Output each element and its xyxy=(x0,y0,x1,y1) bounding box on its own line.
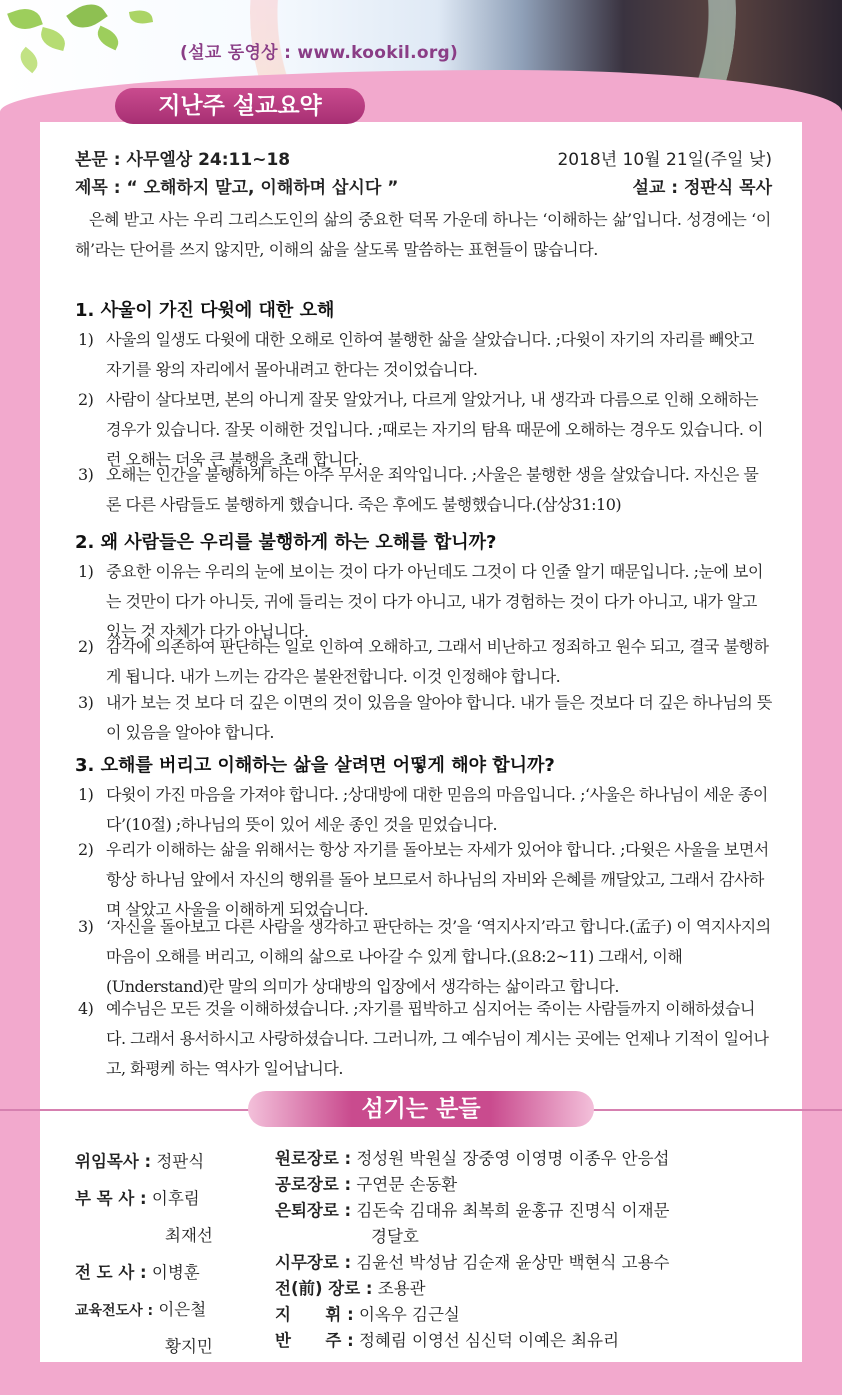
sermon-video-link[interactable]: (설교 동영상 : www.kookil.org) xyxy=(180,43,459,63)
server-row xyxy=(275,1197,670,1221)
server-name: 이병훈 xyxy=(151,1263,200,1282)
item-number: 1) xyxy=(78,562,94,581)
leaf-icon xyxy=(38,27,68,51)
section-title: 지난주 설교요약 xyxy=(115,88,365,124)
server-names: 정성원 박원실 장중영 이영명 이종우 안응섭 xyxy=(356,1149,670,1168)
item-number: 4) xyxy=(78,999,94,1018)
intro-paragraph: 은혜 받고 사는 우리 그리스도인의 삶의 중요한 덕목 가운데 하나는 ‘이해하는 삶’입니다. 성경에는 ‘이해’라는 단어를 쓰지 않지만, 이해의 삶을 살도록 말씀하는 표현들이 많습니다. xyxy=(75,210,771,259)
server-names: 정혜림 이영선 심신덕 이예은 최유리 xyxy=(358,1331,620,1350)
server-role xyxy=(75,1148,204,1172)
sermon-date: 2018년 10월 21일(주일 낮) xyxy=(557,150,772,170)
server-row xyxy=(275,1275,426,1299)
server-name: 이후림 xyxy=(151,1189,200,1208)
list-item xyxy=(78,325,773,385)
item-text: 내가 보는 것 보다 더 깊은 이면의 것이 있음을 알아야 합니다. 내가 들은 것보다 더 깊은 하나님의 뜻이 있음을 알아야 합니다. xyxy=(106,693,772,742)
list-item xyxy=(78,912,773,1002)
server-names: 김돈숙 김대유 최복희 윤홍규 진명식 이재문 xyxy=(356,1201,670,1220)
role-label: 교육전도사 : xyxy=(75,1303,154,1319)
server-row xyxy=(275,1301,460,1325)
section-heading: 2. 왜 사람들은 우리를 불행하게 하는 오해를 합니까? xyxy=(75,532,497,553)
item-text: 우리가 이해하는 삶을 위해서는 항상 자기를 돌아보는 자세가 있어야 합니다. ;다윗은 사울을 보면서 항상 하나님 앞에서 자신의 행위를 돌아 보므로서 하나님의 자비와 은혜를 깨달았고, 그래서 감사하며 살았고 사울을 이해하게 되었습니다. xyxy=(106,840,769,919)
server-name: 최재선 xyxy=(165,1226,213,1245)
scripture: 본문 : 사무엘상 24:11~18 xyxy=(75,150,291,170)
role-label: 시무장로 : xyxy=(275,1253,352,1272)
server-role xyxy=(75,1259,200,1283)
item-number: 3) xyxy=(78,693,94,712)
section-heading: 3. 오해를 버리고 이해하는 삶을 살려면 어떻게 해야 합니까? xyxy=(75,755,555,776)
item-number: 3) xyxy=(78,465,94,484)
server-names: 이옥우 김근실 xyxy=(358,1305,460,1324)
role-label: 원로장로 : xyxy=(275,1149,352,1168)
server-row xyxy=(275,1145,670,1169)
list-item xyxy=(78,632,773,692)
server-row xyxy=(275,1171,457,1195)
item-number: 2) xyxy=(78,840,94,859)
server-names: 조용관 xyxy=(377,1279,426,1298)
item-number: 3) xyxy=(78,917,94,936)
preacher: 설교 : 정판식 목사 xyxy=(632,178,772,198)
item-text: 사울의 일생도 다윗에 대한 오해로 인하여 불행한 삶을 살았습니다. ;다윗이 자기의 자리를 빼앗고 자기를 왕의 자리에서 몰아내려고 한다는 것이었습니다. xyxy=(106,330,754,379)
sermon-title: 제목 : “ 오해하지 말고, 이해하며 삽시다 ” xyxy=(75,178,399,198)
role-label: 부 목 사 : xyxy=(75,1189,147,1208)
list-item xyxy=(78,688,773,748)
item-number: 2) xyxy=(78,637,94,656)
role-label: 전(前) 장로 : xyxy=(275,1279,373,1298)
role-label: 전 도 사 : xyxy=(75,1263,147,1282)
item-text: 오해는 인간을 불행하게 하는 아주 무서운 죄악입니다. ;사울은 불행한 생을 살았습니다. 자신은 물론 다른 사람들도 불행하게 했습니다. 죽은 후에도 불행했습니다.(삼상31:10) xyxy=(106,465,759,514)
list-item xyxy=(78,460,773,520)
role-label: 은퇴장로 : xyxy=(275,1201,352,1220)
leaf-icon xyxy=(7,4,43,35)
item-text: 중요한 이유는 우리의 눈에 보이는 것이 다가 아닌데도 그것이 다 인줄 알기 때문입니다. ;눈에 보이는 것만이 다가 아니듯, 귀에 들리는 것이 다가 아니고, 내가 경험하는 것이 다가 아니고, 내가 알고 있는 것 자체가 다가 아닙니다. xyxy=(106,562,763,641)
role-label: 공로장로 : xyxy=(275,1175,352,1194)
list-item xyxy=(78,994,773,1084)
item-number: 2) xyxy=(78,390,94,409)
server-name: 정판식 xyxy=(156,1152,205,1171)
item-text: 다윗이 가진 마음을 가져야 합니다. ;상대방에 대한 믿음의 마음입니다. ;‘사울은 하나님이 세운 종이다’(10절) ;하나님의 뜻이 있어 세운 종인 것을 믿었습니다. xyxy=(106,785,768,834)
section-heading: 1. 사울이 가진 다윗에 대한 오해 xyxy=(75,300,335,321)
server-role xyxy=(75,1296,206,1320)
item-text: 감각에 의존하여 판단하는 일로 인하여 오해하고, 그래서 비난하고 정죄하고 원수 되고, 결국 불행하게 됩니다. 내가 느끼는 감각은 불완전합니다. 이것 인정해야 합니다. xyxy=(106,637,769,686)
item-text: 예수님은 모든 것을 이해하셨습니다. ;자기를 핍박하고 심지어는 죽이는 사람들까지 이해하셨습니다. 그래서 용서하시고 사랑하셨습니다. 그러니까, 그 예수님이 계시는 곳에는 언제나 기적이 일어나고, 화평케 하는 역사가 일어납니다. xyxy=(106,999,769,1078)
item-number: 1) xyxy=(78,785,94,804)
leaf-icon xyxy=(94,26,123,51)
leaf-icon xyxy=(129,8,153,26)
server-row xyxy=(371,1223,419,1247)
item-text: ‘자신을 돌아보고 다른 사람을 생각하고 판단하는 것’을 ‘역지사지’라고 합니다.(孟子) 이 역지사지의 마음이 오해를 버리고, 이해의 삶으로 나아갈 수 있게 합니다.(요8:2~11) 그래서, 이해(Understand)란 말의 의미가 상대방의 입장에서 생각하는 삶이라고 합니다. xyxy=(106,917,771,996)
server-names: 김윤선 박성남 김순재 윤상만 백현식 고용수 xyxy=(356,1253,670,1272)
server-name: 이은철 xyxy=(158,1300,207,1319)
item-text: 사람이 살다보면, 본의 아니게 잘못 알았거나, 다르게 알았거나, 내 생각과 다름으로 인해 오해하는 경우가 있습니다. 잘못 이해한 것입니다. ;때로는 자기의 탐욕 때문에 오해하는 경우도 있습니다. 이런 오해는 더욱 큰 불행을 초래 합니다. xyxy=(106,390,763,469)
server-role xyxy=(75,1185,200,1209)
role-label: 반 주 : xyxy=(275,1331,354,1350)
server-names: 구연문 손동환 xyxy=(356,1175,458,1194)
role-label: 위임목사 : xyxy=(75,1152,152,1171)
server-row xyxy=(275,1327,619,1351)
leaf-icon xyxy=(15,47,42,73)
item-number: 1) xyxy=(78,330,94,349)
server-name: 황지민 xyxy=(165,1337,213,1356)
servers-title: 섬기는 분들 xyxy=(248,1091,594,1127)
server-row xyxy=(275,1249,670,1273)
role-label: 지 휘 : xyxy=(275,1305,354,1324)
list-item xyxy=(78,780,773,840)
server-names: 경달호 xyxy=(371,1227,419,1246)
